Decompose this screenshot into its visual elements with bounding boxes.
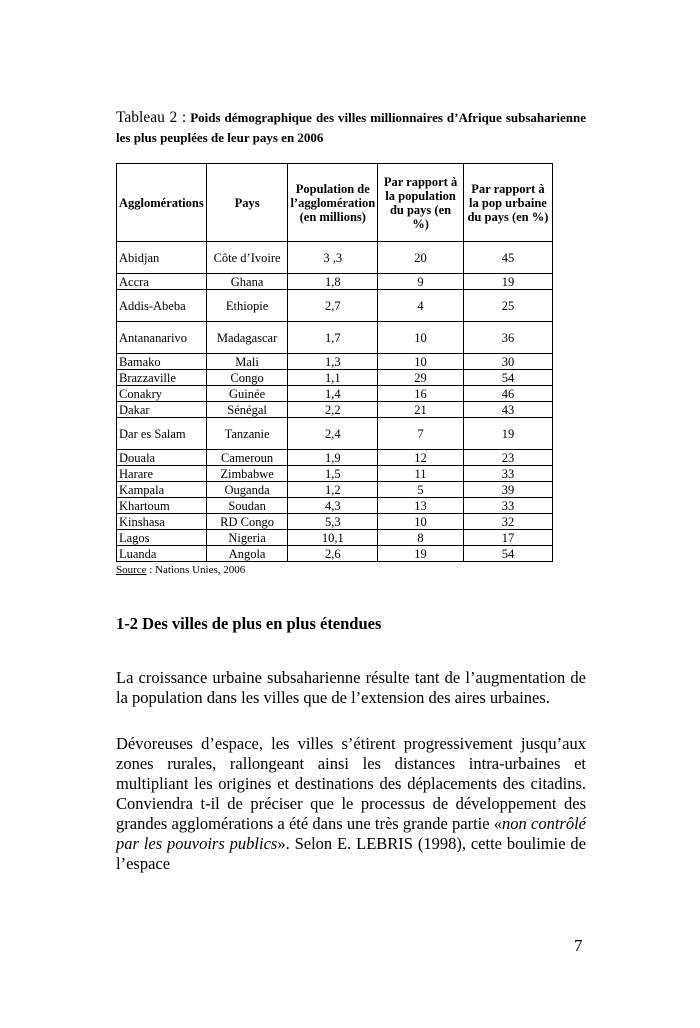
cell-pct-pays: 4 <box>378 290 464 322</box>
section-title: 1-2 Des villes de plus en plus étendues <box>116 614 382 633</box>
table-source <box>116 564 586 576</box>
cell-population: 2,7 <box>288 290 378 322</box>
cell-agglomeration: Douala <box>117 450 207 466</box>
source-label: Source <box>116 564 147 576</box>
table-row <box>117 418 553 450</box>
table-row <box>117 514 553 530</box>
cell-population: 1,7 <box>288 322 378 354</box>
table-body <box>117 242 553 562</box>
cell-agglomeration: Dakar <box>117 402 207 418</box>
table-row <box>117 242 553 274</box>
cell-agglomeration: Dar es Salam <box>117 418 207 450</box>
cell-pays: Tanzanie <box>206 418 288 450</box>
cell-pays: Sénégal <box>206 402 288 418</box>
table-row <box>117 402 553 418</box>
cell-pct-urbaine: 43 <box>463 402 552 418</box>
cell-pays: Mali <box>206 354 288 370</box>
cell-pct-urbaine: 25 <box>463 290 552 322</box>
cell-pct-urbaine: 39 <box>463 482 552 498</box>
cell-pays: Cameroun <box>206 450 288 466</box>
cell-pays: Ethiopie <box>206 290 288 322</box>
cell-pct-urbaine: 36 <box>463 322 552 354</box>
cell-agglomeration: Luanda <box>117 546 207 562</box>
header-pct-pays: Par rapport à la population du pays (en %) <box>378 164 464 242</box>
cell-pct-pays: 7 <box>378 418 464 450</box>
paragraph-2-quote: non contrôlé par les pouvoirs publics <box>116 814 586 853</box>
table-row <box>117 274 553 290</box>
cell-agglomeration: Kinshasa <box>117 514 207 530</box>
cell-pct-urbaine: 46 <box>463 386 552 402</box>
table-caption <box>116 108 586 148</box>
cell-agglomeration: Antananarivo <box>117 322 207 354</box>
cell-population: 2,4 <box>288 418 378 450</box>
cell-pct-urbaine: 45 <box>463 242 552 274</box>
table-row <box>117 450 553 466</box>
cell-agglomeration: Abidjan <box>117 242 207 274</box>
cell-population: 1,9 <box>288 450 378 466</box>
header-population: Population de l’agglomération (en millions) <box>288 164 378 242</box>
cell-pays: Zimbabwe <box>206 466 288 482</box>
cell-pays: Côte d’Ivoire <box>206 242 288 274</box>
caption-lead: Tableau 2 : <box>116 109 187 126</box>
paragraph-2 <box>116 734 586 874</box>
paragraph-2-part-a: Dévoreuses d’espace, les villes s’étirent progressivement jusqu’aux zones rurales, rallongeant ainsi les distances intra-urbaines et multipliant les origines et destinations des déplacements des citadins. Conviendra t-il de préciser que le processus de développement des grandes agglomérations a été dans une très grande partie « <box>116 734 586 833</box>
cell-pct-pays: 29 <box>378 370 464 386</box>
cell-pct-urbaine: 19 <box>463 274 552 290</box>
header-pct-urbaine: Par rapport à la pop urbaine du pays (en %) <box>463 164 552 242</box>
cell-pct-pays: 9 <box>378 274 464 290</box>
cell-pays: Guinée <box>206 386 288 402</box>
cell-agglomeration: Conakry <box>117 386 207 402</box>
cell-pct-pays: 10 <box>378 514 464 530</box>
cell-pct-pays: 19 <box>378 546 464 562</box>
cell-population: 10,1 <box>288 530 378 546</box>
table-row <box>117 290 553 322</box>
cell-population: 1,8 <box>288 274 378 290</box>
source-text: : Nations Unies, 2006 <box>146 564 246 576</box>
cell-pays: Congo <box>206 370 288 386</box>
cell-pct-pays: 13 <box>378 498 464 514</box>
header-pays: Pays <box>206 164 288 242</box>
cell-pct-urbaine: 54 <box>463 546 552 562</box>
cell-agglomeration: Brazzaville <box>117 370 207 386</box>
cell-pays: Ouganda <box>206 482 288 498</box>
page-number: 7 <box>574 936 583 955</box>
cell-pct-pays: 10 <box>378 354 464 370</box>
cell-pct-pays: 11 <box>378 466 464 482</box>
table-row <box>117 466 553 482</box>
table-row <box>117 498 553 514</box>
cell-agglomeration: Khartoum <box>117 498 207 514</box>
paragraph-2-part-b: ». Selon E. LEBRIS (1998), cette boulimie de l’espace <box>116 834 586 873</box>
cell-population: 1,4 <box>288 386 378 402</box>
cell-pct-urbaine: 33 <box>463 498 552 514</box>
table-row <box>117 322 553 354</box>
cell-population: 4,3 <box>288 498 378 514</box>
cell-pct-urbaine: 32 <box>463 514 552 530</box>
cell-pays: Nigeria <box>206 530 288 546</box>
cell-population: 1,5 <box>288 466 378 482</box>
cell-pct-pays: 8 <box>378 530 464 546</box>
table-row <box>117 530 553 546</box>
table-row <box>117 386 553 402</box>
document-page <box>116 108 586 874</box>
cell-pct-urbaine: 19 <box>463 418 552 450</box>
cell-pays: Madagascar <box>206 322 288 354</box>
cell-agglomeration: Harare <box>117 466 207 482</box>
cell-population: 1,2 <box>288 482 378 498</box>
table-row <box>117 482 553 498</box>
cell-pct-pays: 5 <box>378 482 464 498</box>
cell-pct-urbaine: 23 <box>463 450 552 466</box>
table-row <box>117 370 553 386</box>
cell-agglomeration: Addis-Abeba <box>117 290 207 322</box>
cell-pct-pays: 20 <box>378 242 464 274</box>
cell-pct-urbaine: 33 <box>463 466 552 482</box>
cell-pct-urbaine: 54 <box>463 370 552 386</box>
population-table <box>116 163 553 562</box>
cell-population: 2,2 <box>288 402 378 418</box>
cell-pct-urbaine: 17 <box>463 530 552 546</box>
cell-pays: Soudan <box>206 498 288 514</box>
paragraph-1: La croissance urbaine subsaharienne résulte tant de l’augmentation de la population dans les villes que de l’extension des aires urbaines. <box>116 668 586 707</box>
cell-pays: Ghana <box>206 274 288 290</box>
cell-agglomeration: Lagos <box>117 530 207 546</box>
header-agglomerations: Agglomérations <box>117 164 207 242</box>
cell-pct-pays: 10 <box>378 322 464 354</box>
cell-pct-urbaine: 30 <box>463 354 552 370</box>
cell-population: 1,3 <box>288 354 378 370</box>
cell-pays: RD Congo <box>206 514 288 530</box>
cell-pct-pays: 21 <box>378 402 464 418</box>
cell-pct-pays: 16 <box>378 386 464 402</box>
table-header-row <box>117 164 553 242</box>
cell-agglomeration: Kampala <box>117 482 207 498</box>
cell-population: 5,3 <box>288 514 378 530</box>
cell-pct-pays: 12 <box>378 450 464 466</box>
table-row <box>117 354 553 370</box>
cell-population: 3 ,3 <box>288 242 378 274</box>
table-row <box>117 546 553 562</box>
cell-agglomeration: Accra <box>117 274 207 290</box>
caption-title: Poids démographique des villes millionnaires d’Afrique subsaharienne les plus peuplées de leur pays en 2006 <box>116 110 587 145</box>
cell-agglomeration: Bamako <box>117 354 207 370</box>
cell-population: 2,6 <box>288 546 378 562</box>
cell-pays: Angola <box>206 546 288 562</box>
cell-population: 1,1 <box>288 370 378 386</box>
